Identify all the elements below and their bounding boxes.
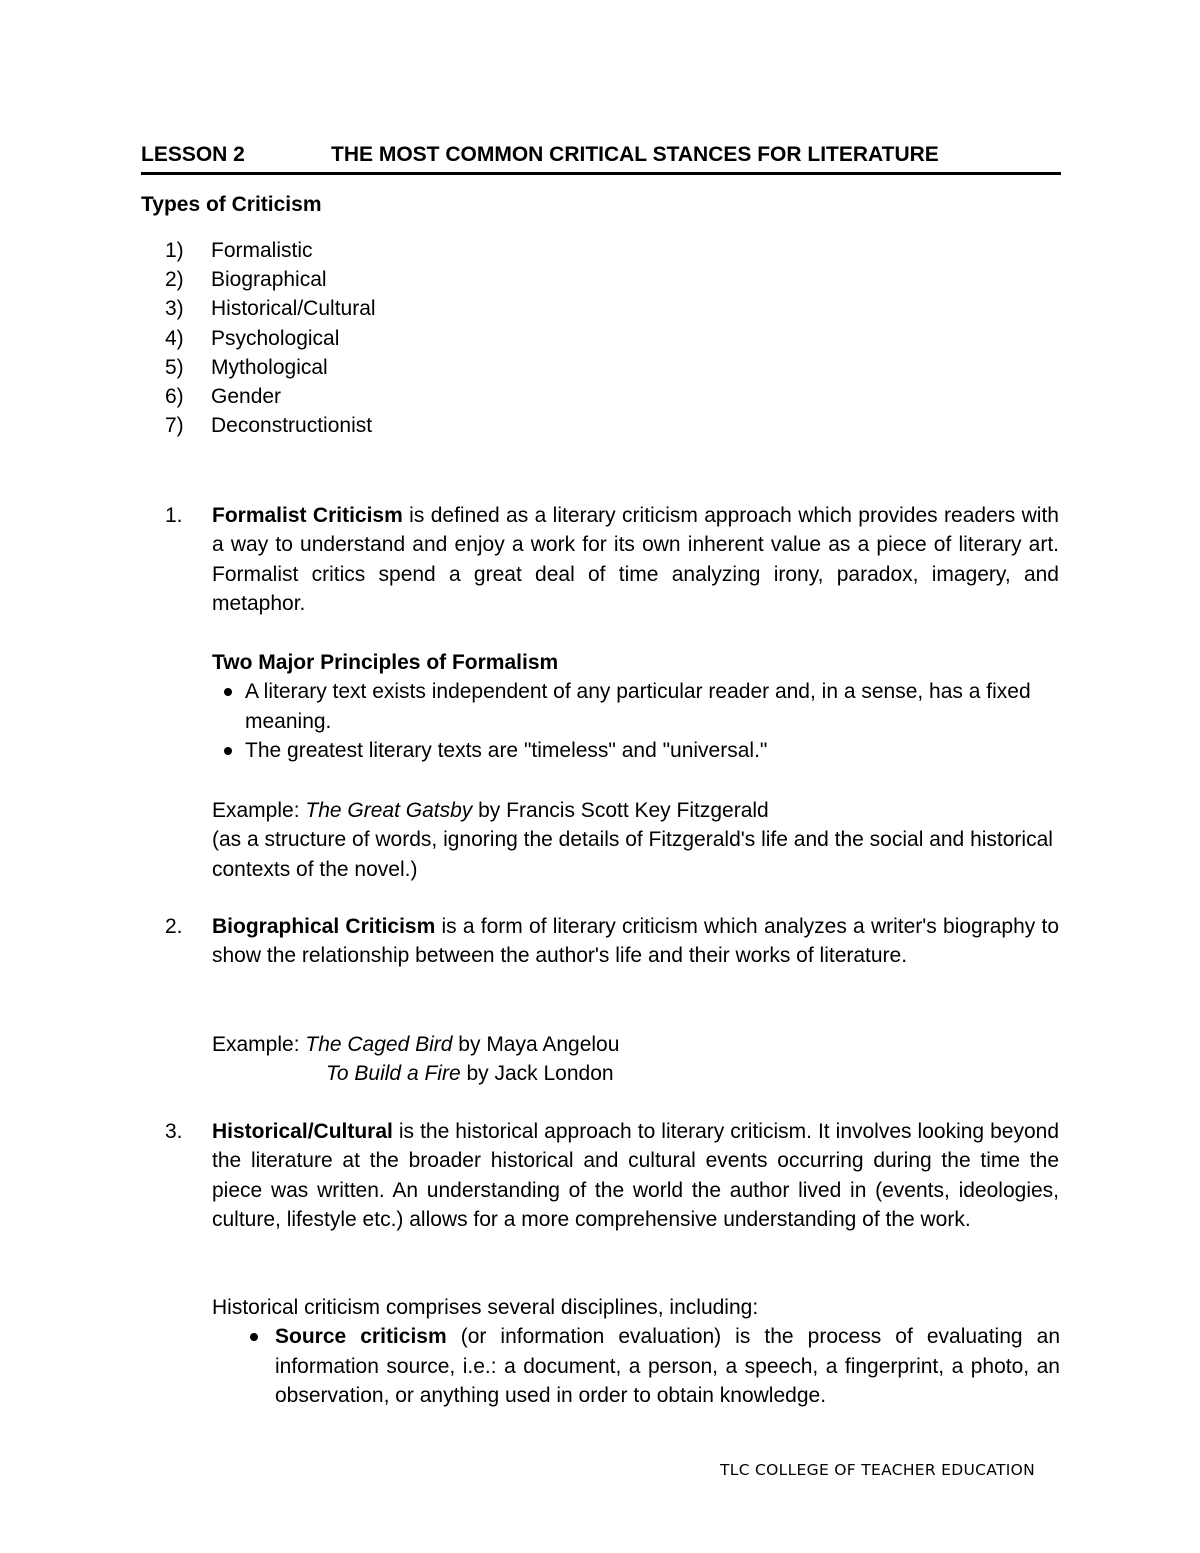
example-line: Example: The Great Gatsby by Francis Scott Key Fitzgerald bbox=[212, 799, 769, 822]
section-term: Biographical Criticism bbox=[212, 915, 436, 938]
section-biographical bbox=[165, 912, 1059, 971]
lesson-title: THE MOST COMMON CRITICAL STANCES FOR LITERATURE bbox=[331, 143, 939, 166]
section-paragraph: Formalist Criticism is defined as a literary criticism approach which provides readers with a way to understand and enjoy a work for its own inherent value as a piece of literary art. Formalist critics spend a great deal of time analyzing irony, paradox, imagery, and metaphor. bbox=[212, 504, 1059, 615]
disciplines-list bbox=[238, 1322, 1060, 1410]
lesson-number: LESSON 2 bbox=[141, 143, 245, 166]
types-heading: Types of Criticism bbox=[141, 193, 322, 216]
section-number: 2. bbox=[165, 915, 183, 938]
types-list bbox=[165, 236, 376, 440]
bullet-icon bbox=[224, 747, 232, 755]
disciplines-intro: Historical criticism comprises several disciplines, including: bbox=[212, 1296, 759, 1319]
historical-disciplines bbox=[212, 1293, 1060, 1410]
list-item: Source criticism (or information evaluation) is the process of evaluating an information source, i.e.: a document, a person, a speech, a fingerprint, a photo, an observation, or anything used in order to obtain knowledge. bbox=[238, 1322, 1060, 1410]
footer-text: TLC COLLEGE OF TEACHER EDUCATION bbox=[720, 1461, 1036, 1479]
header-divider bbox=[141, 172, 1061, 175]
section-formalist bbox=[165, 501, 1059, 618]
section-number: 1. bbox=[165, 504, 183, 527]
list-item: 5) Mythological bbox=[165, 355, 328, 379]
list-item: 7) Deconstructionist bbox=[165, 414, 373, 438]
list-item: 6) Gender bbox=[165, 385, 282, 409]
formalism-example bbox=[212, 796, 1060, 884]
section-term: Formalist Criticism bbox=[212, 504, 403, 527]
section-paragraph: Historical/Cultural is the historical approach to literary criticism. It involves looking beyond the literature at the broader historical and cultural events occurring during the time the piece was written. An understanding of the world the author lived in (events, ideologies, culture, lifestyle etc.) allows for a more comprehensive understanding of the work. bbox=[212, 1120, 1059, 1231]
example-line: To Build a Fire by Jack London bbox=[326, 1062, 614, 1086]
principles-list bbox=[212, 677, 1060, 765]
list-item: The greatest literary texts are "timeless" and "universal." bbox=[212, 736, 1060, 765]
list-item: 4) Psychological bbox=[165, 326, 340, 350]
example-note: (as a structure of words, ignoring the details of Fitzgerald's life and the social and historical contexts of the novel.) bbox=[212, 828, 1053, 881]
section-number: 3. bbox=[165, 1120, 183, 1143]
list-item: 2) Biographical bbox=[165, 268, 327, 292]
bullet-icon bbox=[224, 688, 232, 696]
biographical-examples bbox=[212, 1030, 1060, 1089]
section-paragraph: Biographical Criticism is a form of literary criticism which analyzes a writer's biography to show the relationship between the author's life and their works of literature. bbox=[212, 915, 1059, 968]
list-item: 3) Historical/Cultural bbox=[165, 297, 376, 321]
principles-heading: Two Major Principles of Formalism bbox=[212, 651, 559, 674]
bullet-icon bbox=[250, 1333, 258, 1341]
list-item: A literary text exists independent of any particular reader and, in a sense, has a fixed meaning. bbox=[212, 677, 1060, 736]
list-item: 1) Formalistic bbox=[165, 239, 313, 262]
formalism-principles bbox=[212, 648, 1060, 765]
section-historical bbox=[165, 1117, 1059, 1234]
example-line: Example: The Caged Bird by Maya Angelou bbox=[212, 1033, 620, 1056]
section-term: Historical/Cultural bbox=[212, 1120, 393, 1143]
